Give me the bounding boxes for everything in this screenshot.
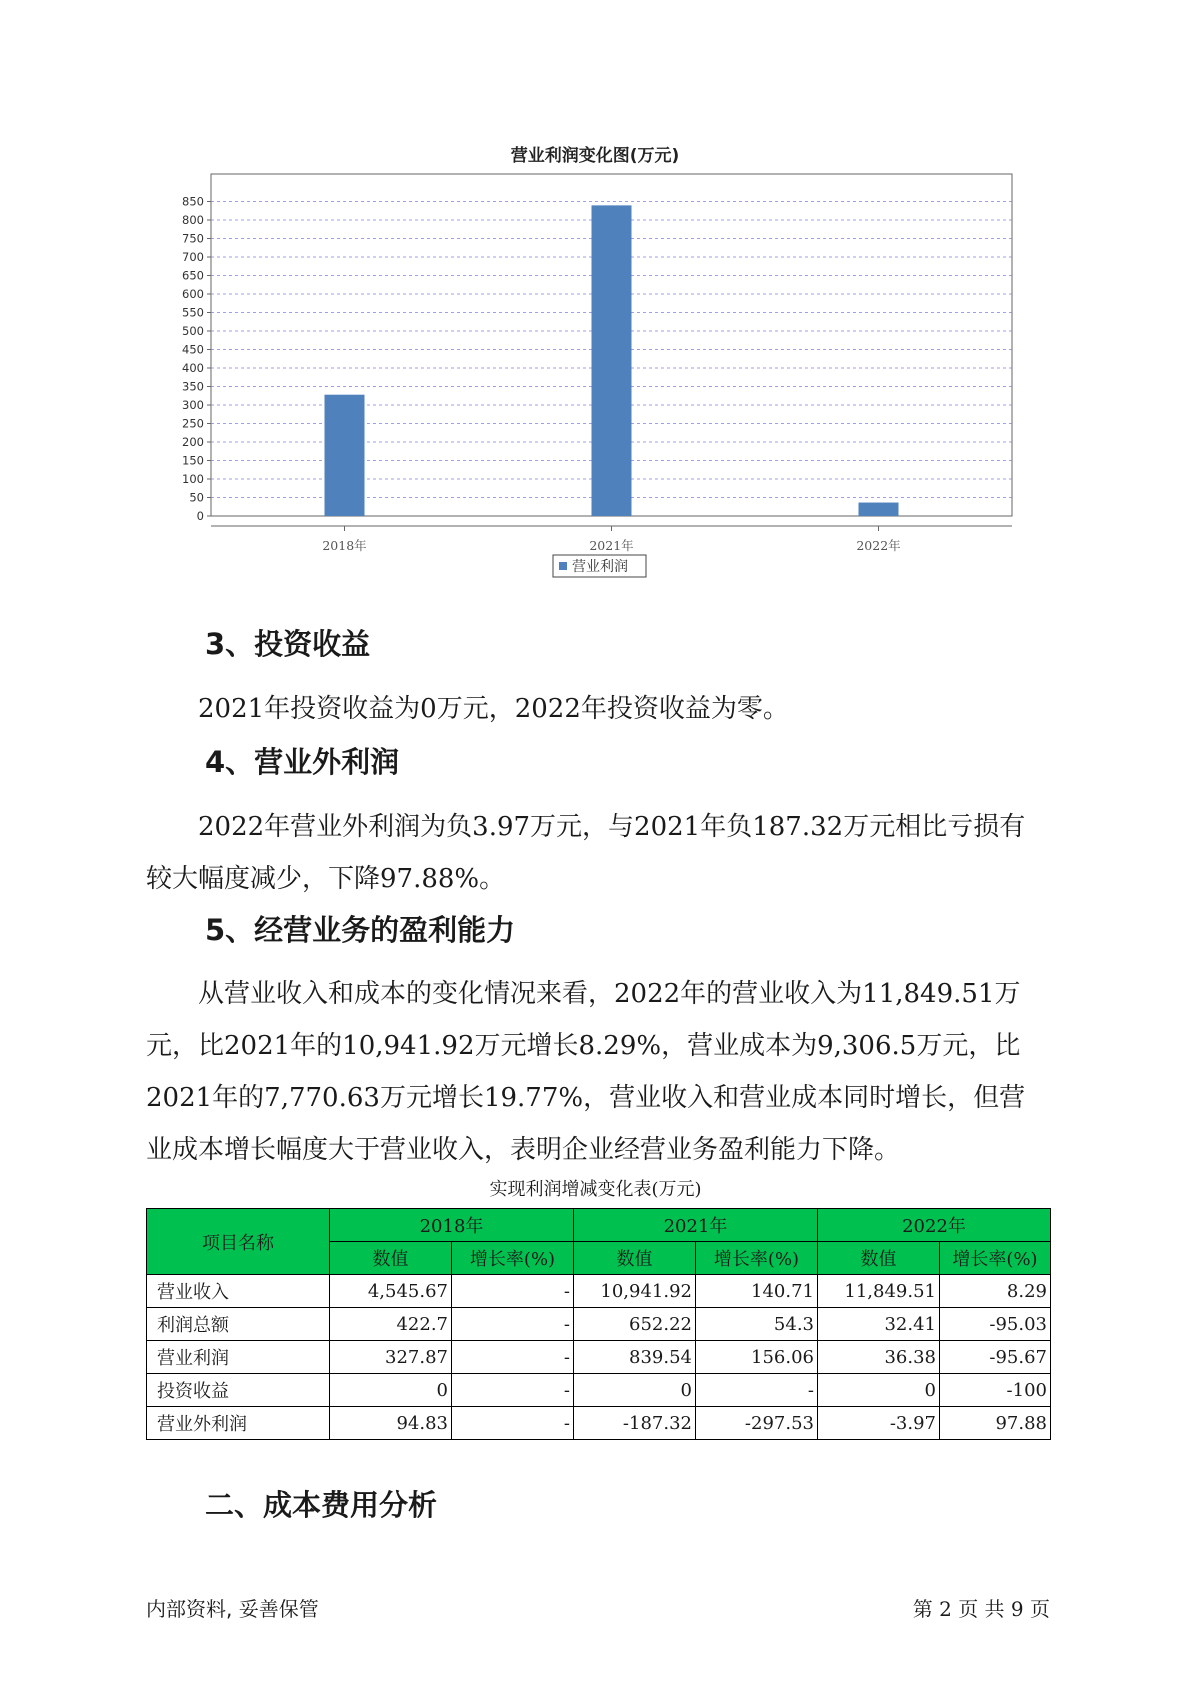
y-tick-label: 650: [182, 268, 204, 283]
table-header-row-years: [147, 1209, 1051, 1242]
bar-2021年: [592, 205, 632, 516]
cell: -: [452, 1374, 574, 1407]
chart-canvas: [150, 140, 1040, 600]
cell: 652.22: [574, 1308, 696, 1341]
cell: 839.54: [574, 1341, 696, 1374]
cell: 156.06: [696, 1341, 818, 1374]
header-growth-rate: 增长率(%): [940, 1242, 1051, 1275]
header-growth-rate: 增长率(%): [452, 1242, 574, 1275]
table-row: [147, 1374, 1051, 1407]
table-row: [147, 1341, 1051, 1374]
legend-swatch: [559, 562, 567, 570]
table-row: [147, 1407, 1051, 1440]
y-tick-label: 150: [182, 453, 204, 468]
cell: -95.67: [940, 1341, 1051, 1374]
cell: -100: [940, 1374, 1051, 1407]
cell: 36.38: [818, 1341, 940, 1374]
heading-non-operating-profit: 4、营业外利润: [205, 745, 400, 779]
paragraph-non-operating-profit: 2022年营业外利润为负3.97万元，与2021年负187.32万元相比亏损有较大幅度减少，下降97.88%。: [146, 812, 1026, 894]
cell: 94.83: [330, 1407, 452, 1440]
header-year-2018: 2018年: [330, 1209, 574, 1242]
cell: -3.97: [818, 1407, 940, 1440]
heading-cost-analysis: 二、成本费用分析: [205, 1488, 438, 1522]
bar-2022年: [859, 503, 899, 516]
x-tick-label: 2021年: [589, 538, 634, 553]
paragraph-investment-income: 2021年投资收益为0万元，2022年投资收益为零。: [198, 694, 789, 724]
cell: 0: [574, 1374, 696, 1407]
cell: 32.41: [818, 1308, 940, 1341]
y-tick-label: 750: [182, 231, 204, 246]
table-caption: 实现利润增减变化表(万元): [489, 1179, 702, 1200]
cell: -297.53: [696, 1407, 818, 1440]
y-tick-label: 550: [182, 305, 204, 320]
row-name: 投资收益: [147, 1374, 330, 1407]
footer-page-number: 第 2 页 共 9 页: [912, 1597, 1050, 1621]
cell: 10,941.92: [574, 1275, 696, 1308]
legend-label: 营业利润: [572, 559, 628, 575]
header-value: 数值: [574, 1242, 696, 1275]
y-tick-label: 300: [182, 398, 204, 412]
x-tick-label: 2022年: [856, 538, 901, 553]
header-value: 数值: [330, 1242, 452, 1275]
paragraph-operating-profitability: 从营业收入和成本的变化情况来看，2022年的营业收入为11,849.51万元，比2021年的10,941.92万元增长8.29%，营业成本为9,306.5万元，比2021年的7,770.63万元增长19.77%，营业收入和营业成本同时增长，但营业成本增长幅度大于营业收入，表明企业经营业务盈利能力下降。: [146, 979, 1026, 1165]
cell: -95.03: [940, 1308, 1051, 1341]
y-tick-label: 100: [182, 472, 204, 486]
cell: 8.29: [940, 1275, 1051, 1308]
row-name: 利润总额: [147, 1308, 330, 1341]
y-tick-label: 400: [182, 361, 204, 375]
cell: 11,849.51: [818, 1275, 940, 1308]
cell: -: [452, 1341, 574, 1374]
header-value: 数值: [818, 1242, 940, 1275]
header-year-2022: 2022年: [818, 1209, 1051, 1242]
cell: 4,545.67: [330, 1275, 452, 1308]
header-item-name: 项目名称: [147, 1209, 330, 1275]
y-tick-label: 450: [182, 342, 204, 357]
heading-operating-profitability: 5、经营业务的盈利能力: [205, 913, 516, 947]
x-tick-label: 2018年: [322, 538, 367, 553]
bar-2018年: [325, 395, 365, 516]
table-row: [147, 1275, 1051, 1308]
heading-investment-income: 3、投资收益: [205, 627, 371, 661]
profit-bar-chart: [150, 140, 1040, 600]
cell: -187.32: [574, 1407, 696, 1440]
y-tick-label: 600: [182, 287, 204, 301]
cell: -: [452, 1308, 574, 1341]
cell: -: [696, 1374, 818, 1407]
y-tick-label: 50: [189, 490, 204, 505]
table-row: [147, 1308, 1051, 1341]
header-year-2021: 2021年: [574, 1209, 818, 1242]
cell: 140.71: [696, 1275, 818, 1308]
cell: 422.7: [330, 1308, 452, 1341]
cell: 0: [330, 1374, 452, 1407]
profit-change-table: [146, 1208, 1051, 1440]
y-tick-label: 800: [182, 213, 204, 227]
header-growth-rate: 增长率(%): [696, 1242, 818, 1275]
cell: -: [452, 1275, 574, 1308]
y-tick-label: 700: [182, 250, 204, 264]
y-tick-label: 500: [182, 324, 204, 338]
y-tick-label: 200: [182, 435, 204, 449]
chart-title: 营业利润变化图(万元): [510, 146, 680, 166]
cell: 54.3: [696, 1308, 818, 1341]
cell: -: [452, 1407, 574, 1440]
row-name: 营业利润: [147, 1341, 330, 1374]
y-tick-label: 250: [182, 416, 204, 431]
cell: 0: [818, 1374, 940, 1407]
footer-confidential-note: 内部资料, 妥善保管: [146, 1597, 319, 1621]
row-name: 营业外利润: [147, 1407, 330, 1440]
y-tick-label: 350: [182, 379, 204, 394]
y-tick-label: 850: [182, 194, 204, 209]
cell: 97.88: [940, 1407, 1051, 1440]
y-tick-label: 0: [196, 509, 204, 523]
cell: 327.87: [330, 1341, 452, 1374]
row-name: 营业收入: [147, 1275, 330, 1308]
